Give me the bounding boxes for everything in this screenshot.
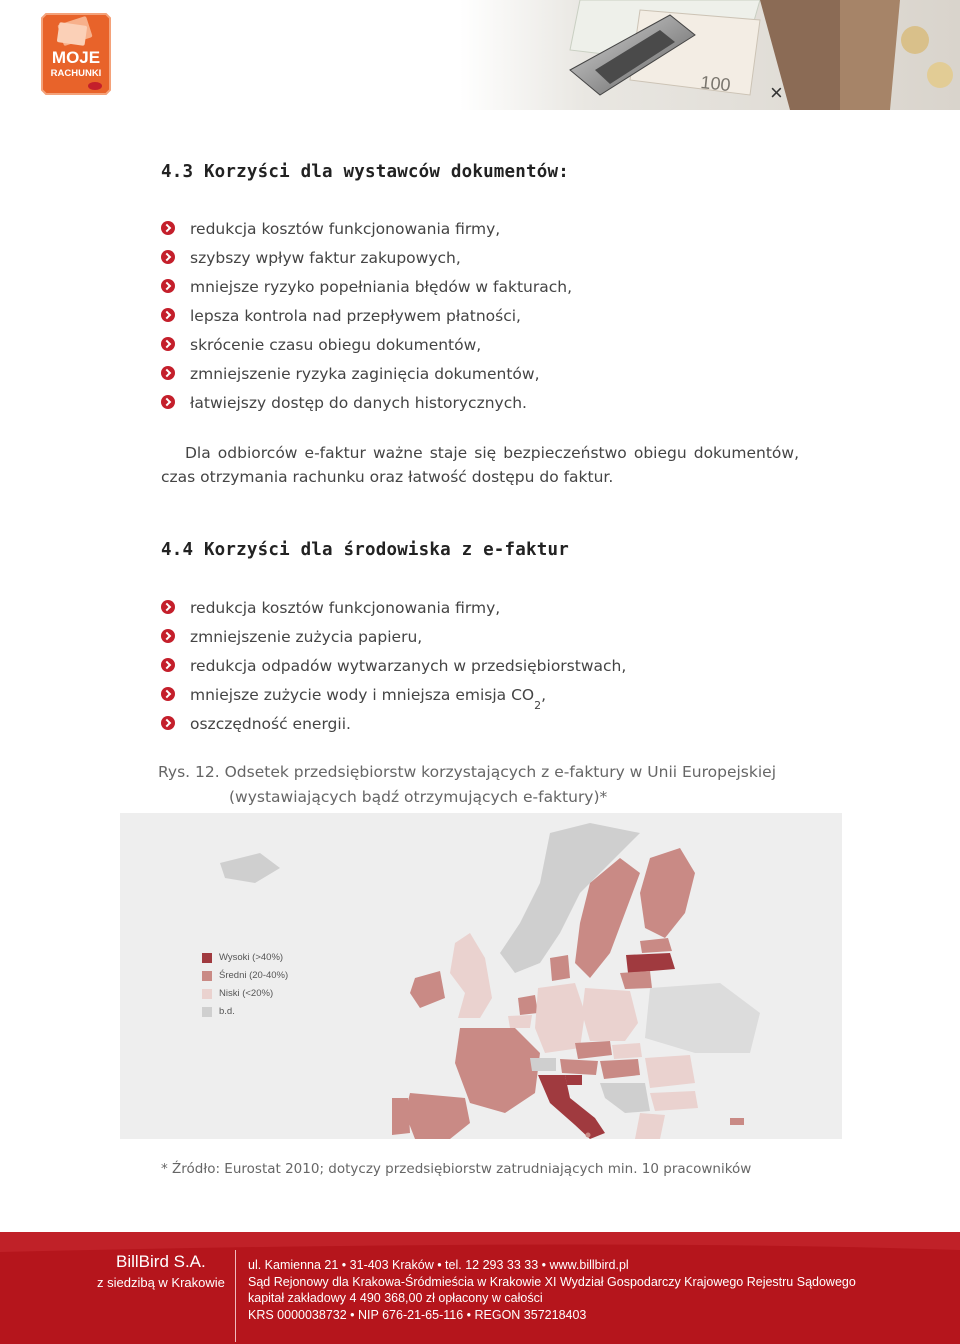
region-austria <box>560 1059 598 1075</box>
svg-text:RACHUNKI: RACHUNKI <box>50 68 102 79</box>
bullet-arrow-icon <box>161 600 175 614</box>
region-poland <box>582 988 638 1041</box>
bullet-arrow-icon <box>161 687 175 701</box>
list-item: mniejsze zużycie wody i mniejsza emisja $CO_2$, <box>161 683 626 712</box>
legend-item-low: Niski (<20%) <box>202 988 288 1006</box>
header-photo <box>460 0 960 110</box>
page-header <box>0 0 960 110</box>
bullet-arrow-icon <box>161 629 175 643</box>
region-greece <box>635 1113 665 1139</box>
region-netherlands <box>518 995 538 1015</box>
svg-text:MOJE: MOJE <box>51 48 101 67</box>
region-slovenia <box>565 1075 582 1085</box>
svg-text:100: 100 <box>699 72 732 96</box>
bullet-arrow-icon <box>161 395 175 409</box>
region-switzerland <box>530 1058 556 1071</box>
list-item: redukcja kosztów funkcjonowania firmy, <box>161 217 572 246</box>
bullet-arrow-icon <box>161 658 175 672</box>
moje-rachunki-logo <box>38 10 114 98</box>
recipients-paragraph: Dla odbiorców e-faktur ważne staje się bezpieczeństwo obiegu dokumentów, czas otrzymania rachunku oraz łatwość dostępu do faktur. <box>161 444 799 486</box>
figure-caption: Rys. 12. Odsetek przedsiębiorstw korzystających z e-faktury w Unii Europejskiej (wystawiających bądź otrzymujących e-faktury)* <box>158 763 777 806</box>
bullet-arrow-icon <box>161 279 175 293</box>
legend-swatch <box>202 953 212 963</box>
list-item: łatwiejszy dostęp do danych historycznych. <box>161 391 572 420</box>
company-seat: z siedzibą w Krakowie <box>97 1275 225 1290</box>
bullet-arrow-icon <box>161 337 175 351</box>
region-romania <box>645 1055 695 1088</box>
list-item: lepsza kontrola nad przepływem płatności, <box>161 304 572 333</box>
region-bulgaria <box>650 1091 698 1111</box>
co2-subscript: 2 <box>534 699 542 712</box>
list-item: oszczędność energii. <box>161 712 626 741</box>
region-germany <box>535 983 585 1053</box>
svg-text:×: × <box>770 80 783 105</box>
legend-swatch <box>202 971 212 981</box>
bullet-arrow-icon <box>161 308 175 322</box>
legend-swatch <box>202 989 212 999</box>
bullet-arrow-icon <box>161 221 175 235</box>
list-item: zmniejszenie ryzyka zaginięcia dokumentów, <box>161 362 572 391</box>
bullet-arrow-icon <box>161 250 175 264</box>
legend-item-high: Wysoki (>40%) <box>202 952 288 970</box>
company-details: ul. Kamienna 21 • 31-403 Kraków • tel. 12 293 33 33 • www.billbird.pl Sąd Rejonowy dla Krakowa-Śródmieścia w Krakowie XI Wydział Gospodarczy Krajowego Rejestru Sądowego kapitał zakładowy 4 490 368,00 zł opłacony w całości KRS 0000038732 • NIP 676-21-65-116 • REGON 357218403 <box>248 1258 856 1322</box>
page-footer <box>0 1232 960 1344</box>
region-cyprus <box>730 1118 744 1125</box>
list-item: redukcja kosztów funkcjonowania firmy, <box>161 596 626 625</box>
company-name: BillBird S.A. <box>116 1252 206 1271</box>
region-malta <box>586 1133 591 1138</box>
issuer-benefits-list <box>161 217 572 420</box>
region-belgium <box>508 1015 532 1028</box>
heading-environment-benefits: 4.4 Korzyści dla środowiska z e-faktur <box>161 540 569 560</box>
region-denmark <box>550 955 570 981</box>
environment-benefits-list <box>161 596 626 741</box>
region-lithuania <box>620 971 652 989</box>
source-footnote: * Źródło: Eurostat 2010; dotyczy przedsiębiorstw zatrudniających min. 10 pracowników <box>161 1161 752 1177</box>
list-item: skrócenie czasu obiegu dokumentów, <box>161 333 572 362</box>
legend-item-medium: Średni (20-40%) <box>202 970 288 988</box>
bullet-arrow-icon <box>161 716 175 730</box>
bullet-arrow-icon <box>161 366 175 380</box>
list-item: redukcja odpadów wytwarzanych w przedsiębiorstwach, <box>161 654 626 683</box>
heading-issuer-benefits: 4.3 Korzyści dla wystawców dokumentów: <box>161 162 569 182</box>
region-slovakia <box>612 1043 642 1059</box>
list-item: mniejsze ryzyko popełniania błędów w fakturach, <box>161 275 572 304</box>
legend-swatch <box>202 1007 212 1017</box>
list-item: zmniejszenie zużycia papieru, <box>161 625 626 654</box>
legend-item-no-data: b.d. <box>202 1006 288 1024</box>
footer-divider <box>235 1250 236 1342</box>
list-item: szybszy wpływ faktur zakupowych, <box>161 246 572 275</box>
map-legend <box>202 952 288 1024</box>
region-portugal <box>392 1098 410 1135</box>
